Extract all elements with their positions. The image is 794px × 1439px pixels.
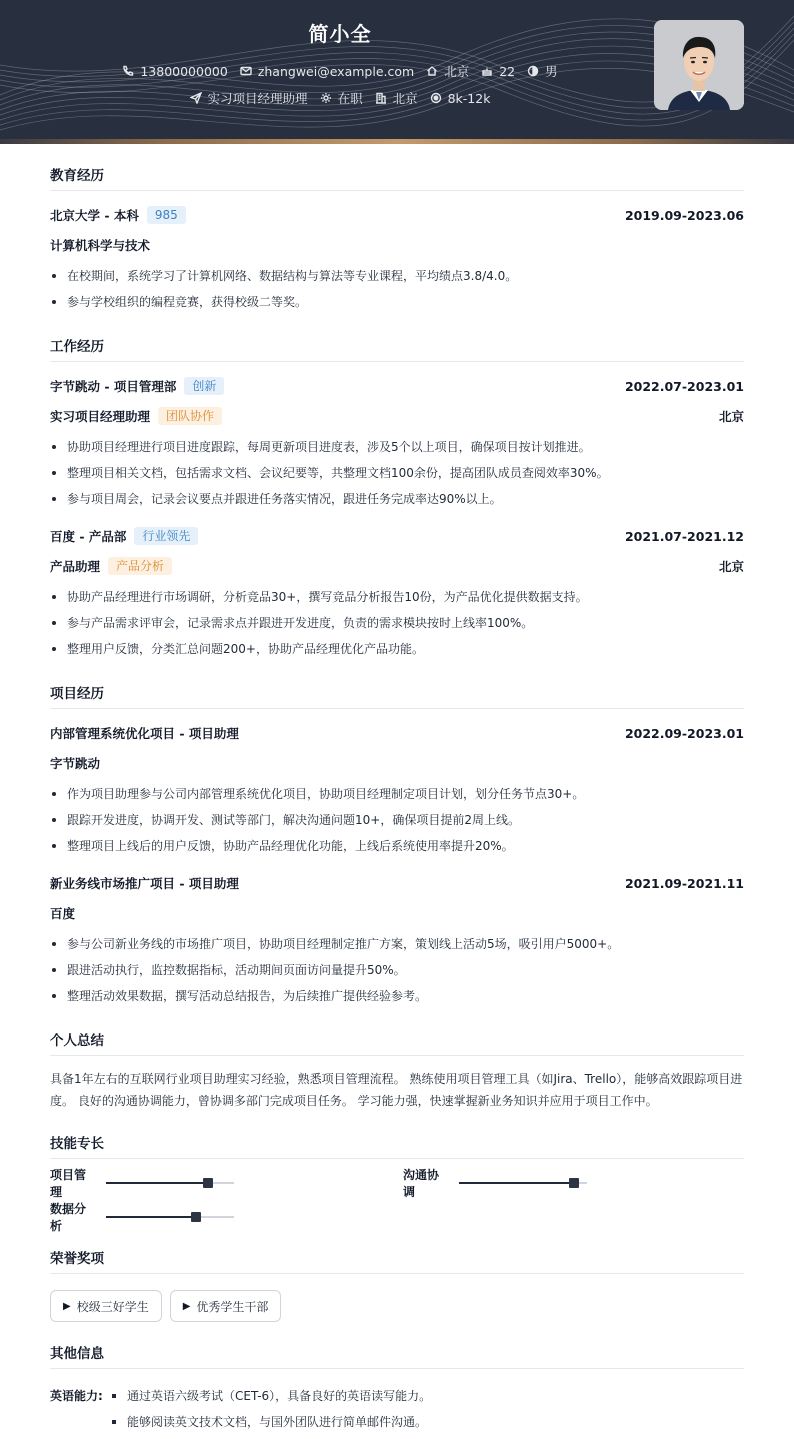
skill-level-marker (191, 1212, 201, 1222)
list-item: 整理活动效果数据，撰写活动总结报告，为后续推广提供经验参考。 (50, 983, 744, 1009)
project-date: 2022.09-2023.01 (624, 725, 744, 741)
section-title: 个人总结 (50, 1029, 744, 1056)
skill-bar (459, 1182, 587, 1184)
english-bullets (110, 1383, 431, 1435)
work-entry (50, 374, 744, 512)
company-name: 字节跳动 - 项目管理部 (50, 379, 177, 394)
header-accent-line (0, 139, 794, 144)
section-title: 工作经历 (50, 335, 744, 362)
education-section (50, 164, 744, 315)
work-location: 北京 (718, 409, 744, 424)
skill-item (50, 1202, 403, 1233)
project-entry (50, 871, 744, 1009)
section-title: 项目经历 (50, 682, 744, 709)
work-location: 北京 (718, 559, 744, 574)
work-bullets (50, 434, 744, 512)
project-org: 字节跳动 (50, 756, 101, 771)
resume-body (0, 164, 794, 1435)
major-row (50, 233, 744, 257)
project-header (50, 721, 744, 745)
profile-photo (654, 20, 744, 110)
section-title: 荣誉奖项 (50, 1247, 744, 1274)
company-tag: 行业领先 (134, 527, 198, 545)
list-item: 参与学校组织的编程竞赛，获得校级二等奖。 (50, 289, 744, 315)
project-bullets (50, 781, 744, 859)
honors-section (50, 1247, 744, 1322)
list-item: 在校期间，系统学习了计算机网络、数据结构与算法等专业课程，平均绩点3.8/4.0。 (50, 263, 744, 289)
education-header (50, 203, 744, 227)
education-date: 2019.09-2023.06 (624, 207, 744, 223)
role-name: 实习项目经理助理 (50, 409, 151, 424)
project-header (50, 871, 744, 895)
skills-grid (50, 1168, 744, 1233)
skill-bar (106, 1182, 234, 1184)
list-item: 整理项目上线后的用户反馈，协助产品经理优化功能，上线后系统使用率提升20%。 (50, 833, 744, 859)
project-date: 2021.09-2021.11 (624, 875, 744, 891)
other-section (50, 1342, 744, 1435)
work-header (50, 524, 744, 548)
coin-icon (430, 92, 442, 104)
resume-header (0, 0, 794, 144)
project-org-row (50, 751, 744, 775)
skill-fill (106, 1182, 208, 1184)
list-item: 能够阅读英文技术文档，与国外团队进行简单邮件沟通。 (110, 1409, 431, 1435)
company-tag: 创新 (184, 377, 224, 395)
section-title: 技能专长 (50, 1132, 744, 1159)
skill-fill (106, 1216, 196, 1218)
role-row (50, 404, 744, 428)
job-target-info (190, 89, 308, 107)
major-name: 计算机科学与技术 (50, 238, 151, 253)
work-header (50, 374, 744, 398)
intent-row (0, 89, 680, 107)
project-org: 百度 (50, 906, 76, 921)
education-bullets (50, 263, 744, 315)
summary-section (50, 1029, 744, 1112)
salary-info (430, 91, 491, 106)
project-name: 新业务线市场推广项目 - 项目助理 (50, 876, 239, 891)
phone-icon (122, 65, 134, 77)
skill-label: 数据分析 (50, 1202, 87, 1233)
section-title: 教育经历 (50, 164, 744, 191)
gender-value: 男 (545, 64, 558, 79)
gear-icon (320, 92, 332, 104)
honor-label: 校级三好学生 (76, 1299, 149, 1314)
list-item: 跟进活动执行，监控数据指标，活动期间页面访问量提升50%。 (50, 957, 744, 983)
role-tag: 团队协作 (158, 407, 222, 425)
mail-icon (240, 65, 252, 77)
list-item: 参与公司新业务线的市场推广项目，协助项目经理制定推广方案，策划线上活动5场，吸引用户5000+。 (50, 931, 744, 957)
skill-item (50, 1168, 403, 1199)
list-item: 整理用户反馈，分类汇总问题200+，协助产品经理优化产品功能。 (50, 636, 744, 662)
skill-item (403, 1168, 744, 1199)
school-tag: 985 (147, 206, 186, 224)
city-value: 北京 (444, 64, 470, 79)
list-item: 作为项目助理参与公司内部管理系统优化项目，协助项目经理制定项目计划，划分任务节点30+。 (50, 781, 744, 807)
candidate-name: 简小全 (308, 22, 372, 46)
gender-icon (527, 65, 539, 77)
skills-section (50, 1132, 744, 1233)
list-item: 协助项目经理进行项目进度跟踪，每周更新项目进度表，涉及5个以上项目，确保项目按计划推进。 (50, 434, 744, 460)
honor-item (50, 1290, 162, 1322)
work-date: 2021.07-2021.12 (624, 528, 744, 544)
city-info (426, 62, 469, 80)
work-date: 2022.07-2023.01 (624, 378, 744, 394)
work-city-value: 北京 (392, 91, 418, 106)
list-item: 通过英语六级考试（CET-6），具备良好的英语读写能力。 (110, 1383, 431, 1409)
honor-label: 优秀学生干部 (196, 1299, 269, 1314)
status-value: 在职 (337, 91, 363, 106)
gender-info (527, 62, 558, 80)
job-target-value: 实习项目经理助理 (207, 91, 308, 106)
age-value: 22 (499, 63, 516, 79)
home-icon (426, 65, 438, 77)
contact-row (0, 62, 680, 80)
work-entry (50, 524, 744, 662)
education-entry (50, 203, 744, 315)
age-info (481, 64, 515, 79)
company-name: 百度 - 产品部 (50, 529, 127, 544)
other-info (50, 1383, 744, 1435)
status-info (320, 89, 363, 107)
honor-item (170, 1290, 282, 1322)
skill-level-marker (203, 1178, 213, 1188)
list-item: 参与项目周会，记录会议要点并跟进任务落实情况，跟进任务完成率达90%以上。 (50, 486, 744, 512)
play-triangle-icon: ▶ (182, 1300, 191, 1312)
project-entry (50, 721, 744, 859)
salary-value: 8k-12k (447, 90, 491, 106)
skill-fill (459, 1182, 574, 1184)
section-title: 其他信息 (50, 1342, 744, 1369)
school-name: 北京大学 - 本科 (50, 208, 139, 223)
list-item: 整理项目相关文档，包括需求文档、会议纪要等，共整理文档100余份，提高团队成员查阅效率30%。 (50, 460, 744, 486)
role-tag: 产品分析 (108, 557, 172, 575)
work-bullets (50, 584, 744, 662)
email-info (240, 64, 414, 79)
project-name: 内部管理系统优化项目 - 项目助理 (50, 726, 239, 741)
list-item: 参与产品需求评审会，记录需求点并跟进开发进度，负责的需求模块按时上线率100%。 (50, 610, 744, 636)
portrait-illustration (654, 20, 744, 110)
list-item: 协助产品经理进行市场调研，分析竞品30+，撰写竞品分析报告10份，为产品优化提供数据支持。 (50, 584, 744, 610)
project-section (50, 682, 744, 1009)
building-icon (375, 92, 387, 104)
send-icon (190, 92, 202, 104)
play-triangle-icon: ▶ (63, 1300, 71, 1312)
cake-icon (481, 65, 493, 77)
skill-label: 项目管理 (50, 1168, 87, 1199)
phone-info (122, 64, 227, 79)
english-label: 英语能力: (50, 1389, 103, 1403)
skill-label: 沟通协调 (403, 1168, 440, 1199)
skill-bar (106, 1216, 234, 1218)
work-section (50, 335, 744, 662)
phone-value: 13800000000 (140, 63, 228, 79)
project-bullets (50, 931, 744, 1009)
skill-level-marker (569, 1178, 579, 1188)
list-item: 跟踪开发进度，协调开发、测试等部门，解决沟通问题10+，确保项目提前2周上线。 (50, 807, 744, 833)
email-value: zhangwei@example.com (257, 63, 415, 79)
honors-list (50, 1290, 744, 1322)
role-name: 产品助理 (50, 559, 101, 574)
role-row (50, 554, 744, 578)
work-city-info (375, 89, 418, 107)
project-org-row (50, 901, 744, 925)
summary-text: 具备1年左右的互联网行业项目助理实习经验，熟悉项目管理流程。 熟练使用项目管理工具（如Jira、Trello），能够高效跟踪项目进度。 良好的沟通协调能力，曾协调多部门完成项目任务。 学习能力强，快速掌握新业务知识并应用于项目工作中。 (50, 1072, 743, 1108)
